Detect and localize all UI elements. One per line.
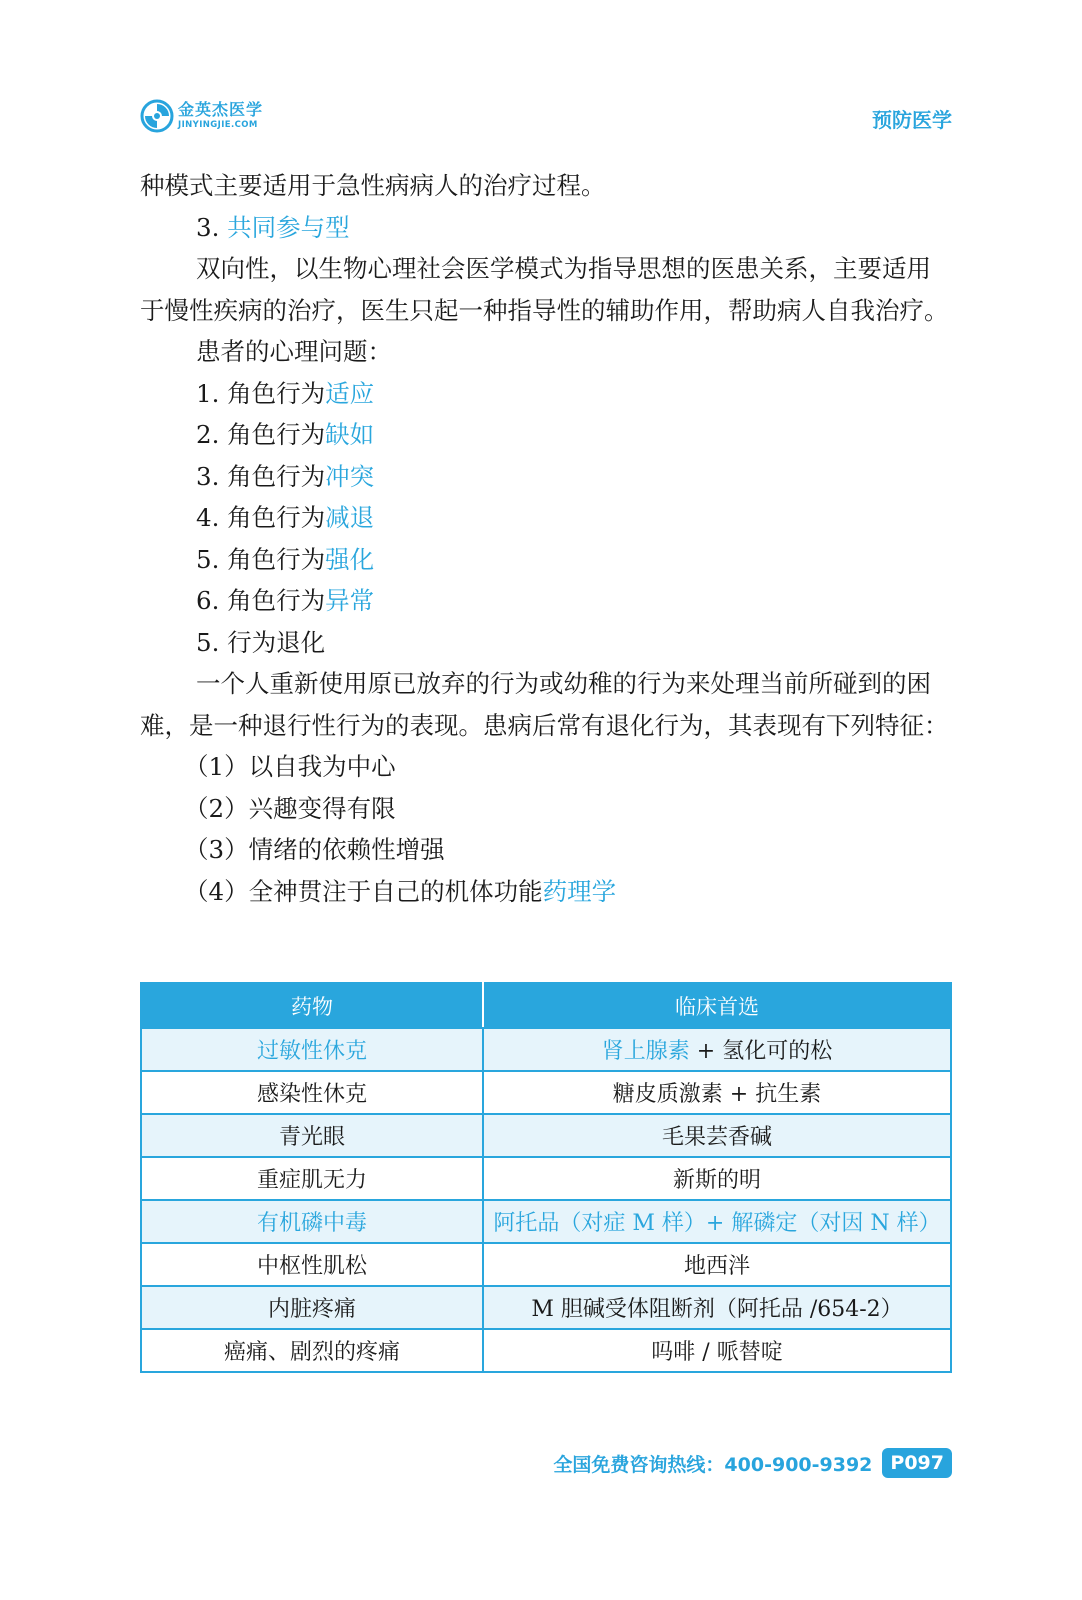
feature-item: （4）全神贯注于自己的机体功能药理学	[184, 876, 617, 906]
table-row	[141, 1028, 951, 1071]
table-cell: 地西泮	[483, 1243, 951, 1286]
paragraph-1: 种模式主要适用于急性病病人的治疗过程。	[140, 171, 606, 200]
table-cell: 糖皮质激素 + 抗生素	[483, 1071, 951, 1114]
table-cell: 重症肌无力	[141, 1157, 483, 1200]
table-cell: 过敏性休克	[141, 1028, 483, 1071]
paragraph-5: 一个人重新使用原已放弃的行为或幼稚的行为来处理当前所碰到的困难，是一种退行性行为的表现。患病后常有退化行为，其表现有下列特征：	[140, 669, 949, 740]
logo-domain: JINYINGJIE.COM	[178, 120, 258, 131]
page-number-badge: P097	[882, 1448, 952, 1478]
role-item: 2. 角色行为缺如	[196, 420, 375, 449]
main-text	[140, 165, 952, 912]
role-item: 5. 角色行为强化	[196, 544, 375, 574]
role-item: 1. 角色行为适应	[196, 378, 375, 408]
page-header	[140, 96, 952, 142]
logo-chinese-name: 金英杰医学	[178, 100, 264, 120]
table-cell: 吗啡 / 哌替啶	[483, 1329, 951, 1372]
table-row	[141, 1329, 951, 1372]
table-cell: 新斯的明	[483, 1157, 951, 1200]
table-cell: 感染性休克	[141, 1071, 483, 1114]
table-cell: 毛果芸香碱	[483, 1114, 951, 1157]
role-item: 3. 角色行为冲突	[196, 461, 375, 491]
role-item: 6. 角色行为异常	[196, 586, 375, 615]
table-row	[141, 1071, 951, 1114]
feature-item: （1）以自我为中心	[184, 752, 396, 781]
table-cell: 阿托品（对症 M 样）+ 解磷定（对因 N 样）	[483, 1200, 951, 1243]
role-item-keyword: 强化	[325, 544, 375, 574]
role-item-keyword: 冲突	[325, 461, 375, 491]
table-row	[141, 1200, 951, 1243]
paragraph-2: 双向性，以生物心理社会医学模式为指导思想的医患关系，主要适用于慢性疾病的治疗，医生只起一种指导性的辅助作用，帮助病人自我治疗。	[140, 254, 949, 325]
table-cell: 癌痛、剧烈的疼痛	[141, 1329, 483, 1372]
column-header-first-choice: 临床首选	[483, 983, 951, 1028]
brand-logo[interactable]	[140, 96, 263, 136]
section-title: 预防医学	[872, 108, 952, 132]
table-row	[141, 1114, 951, 1157]
role-item-keyword: 异常	[325, 586, 375, 615]
table-cell: 肾上腺素 + 氢化可的松	[483, 1028, 951, 1071]
table-cell: 青光眼	[141, 1114, 483, 1157]
hotline-text[interactable]: 全国免费咨询热线：400-900-9392	[553, 1453, 873, 1476]
table-cell: 中枢性肌松	[141, 1243, 483, 1286]
feature-item: （2）兴趣变得有限	[184, 793, 396, 823]
heading-3-title: 共同参与型	[227, 212, 350, 242]
feature-item: （3）情绪的依赖性增强	[184, 835, 445, 864]
role-item: 4. 角色行为减退	[196, 503, 375, 532]
role-item-keyword: 缺如	[325, 420, 375, 449]
column-header-drug: 药物	[141, 983, 483, 1028]
table-row	[141, 1157, 951, 1200]
pharmacology-heading: 药理学	[542, 876, 617, 906]
role-item-keyword: 适应	[325, 378, 375, 408]
heading-3	[140, 207, 952, 249]
paragraph-3: 患者的心理问题：	[196, 337, 392, 366]
paragraph-4: 5. 行为退化	[196, 627, 326, 657]
table-row	[141, 1243, 951, 1286]
table-header-row	[141, 983, 951, 1028]
table-cell: M 胆碱受体阻断剂（阿托品 /654-2）	[483, 1286, 951, 1329]
page-footer	[553, 1446, 952, 1480]
table-cell: 有机磷中毒	[141, 1200, 483, 1243]
swirl-logo-icon	[140, 99, 174, 133]
role-item-keyword: 减退	[325, 503, 375, 532]
heading-3-number: 3.	[196, 212, 228, 242]
table-cell: 内脏疼痛	[141, 1286, 483, 1329]
table-row	[141, 1286, 951, 1329]
drug-table	[140, 982, 952, 1373]
